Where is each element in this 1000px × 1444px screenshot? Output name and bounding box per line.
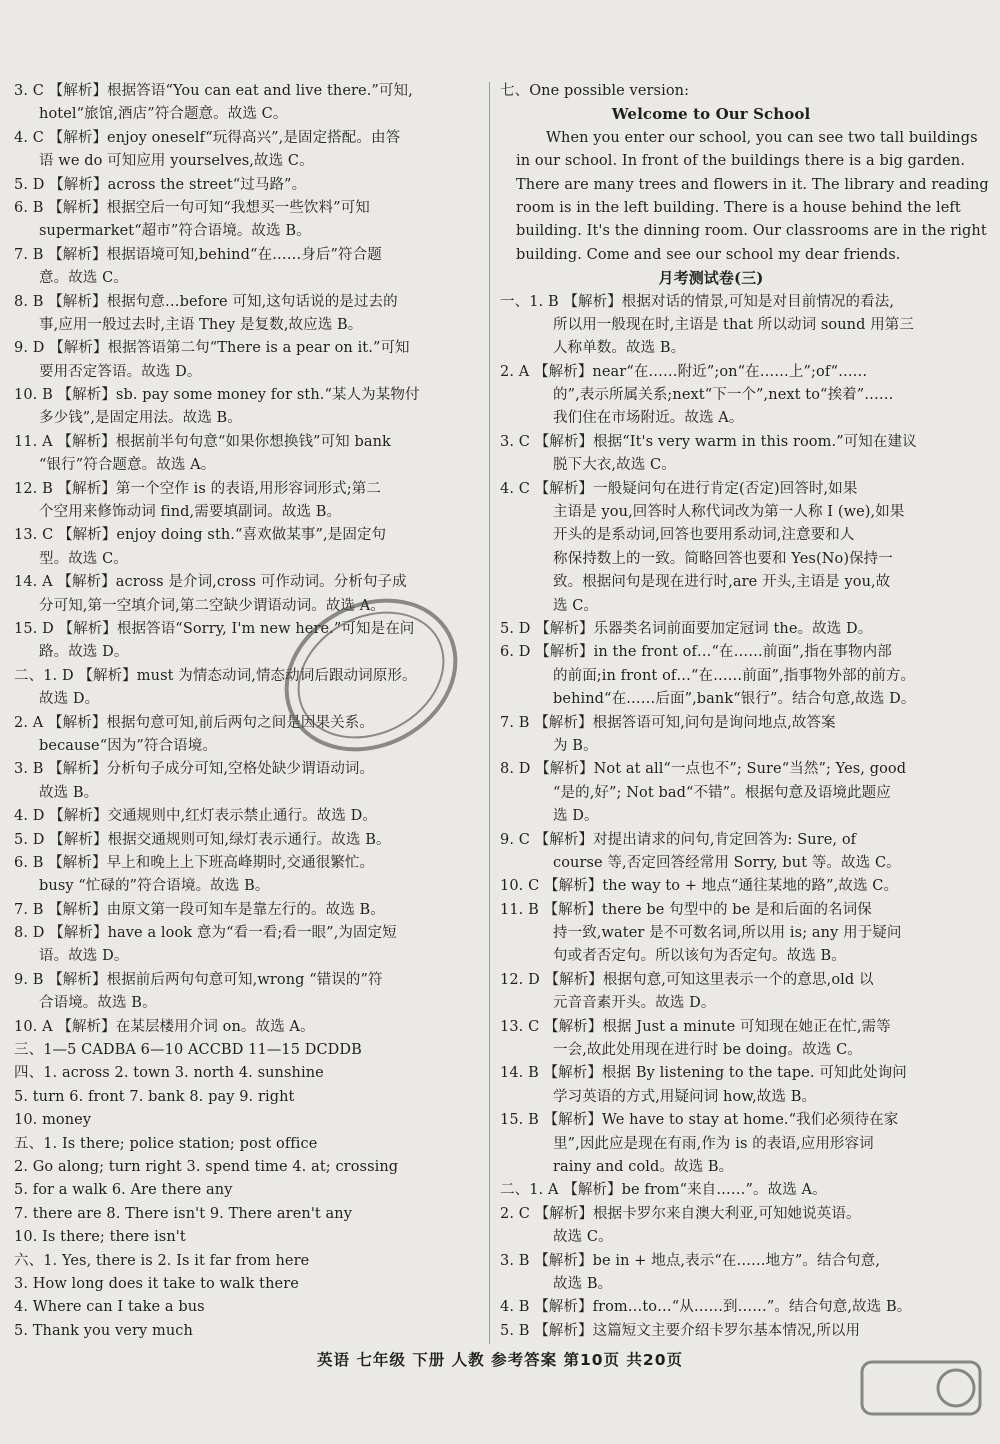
answer-line: 个空用来修饰动词 find,需要填副词。故选 B。 [39,504,342,521]
answer-line: 10. Is there; there isn't [14,1229,186,1246]
answer-line: 意。故选 C。 [39,270,128,287]
answer-line: because“因为”符合语境。 [39,737,217,754]
answer-line: 13. C 【解析】enjoy doing sth.“喜欢做某事”,是固定句 [14,527,387,544]
answer-line: 3. B 【解析】be in + 地点,表示“在……地方”。结合句意, [500,1252,881,1269]
answer-line: building. Come and see our school my dear friends. [516,246,901,263]
answer-line: 5. D 【解析】across the street“过马路”。 [14,176,307,193]
answer-line: 选 D。 [553,808,599,825]
answer-line: supermarket“超市”符合语境。故选 B。 [39,223,311,240]
answer-line: 8. B 【解析】根据句意…before 可知,这句话说的是过去的 [14,293,398,310]
answer-line: 10. B 【解析】sb. pay some money for sth.“某人为某物付 [14,387,420,404]
answer-line: 10. money [14,1112,92,1129]
answer-line: 故选 D。 [39,691,100,708]
answer-line: 3. How long does it take to walk there [14,1275,299,1292]
answer-line: 致。根据问句是现在进行时,are 开头,主语是 you,故 [553,574,891,591]
answer-line: 3. C 【解析】根据“It's very warm in this room.”可知在建议 [500,433,917,450]
answer-line: 4. Where can I take a bus [14,1299,205,1316]
answer-line: 11. A 【解析】根据前半句句意“如果你想换钱”可知 bank [14,433,391,450]
answer-line: 15. B 【解析】We have to stay at home.“我们必须待在家 [500,1112,899,1129]
answer-line: 7. B 【解析】根据语境可知,behind“在……身后”符合题 [14,246,382,263]
answer-line: 9. D 【解析】根据答语第二句“There is a pear on it.”可知 [14,340,410,357]
watermark-logo [856,1356,986,1438]
answer-line: rainy and cold。故选 B。 [553,1158,734,1175]
column-divider [489,82,490,1344]
answer-line: 2. Go along; turn right 3. spend time 4. at; crossing [14,1158,399,1175]
answer-line: 4. B 【解析】from…to…“从……到……”。结合句意,故选 B。 [500,1299,912,1316]
answer-line: 5. D 【解析】乐器类名词前面要加定冠词 the。故选 D。 [500,620,873,637]
answer-line: 句或者否定句。所以该句为否定句。故选 B。 [553,948,846,965]
answer-line: 元音音素开头。故选 D。 [553,995,716,1012]
answer-line: 型。故选 C。 [39,550,128,567]
answer-line: 脱下大衣,故选 C。 [553,457,676,474]
answer-line: 7. B 【解析】根据答语可知,问句是询问地点,故答案 [500,714,836,731]
answer-line: 2. C 【解析】根据卡罗尔来自澳大利亚,可知她说英语。 [500,1205,861,1222]
answer-line: 4. C 【解析】enjoy oneself“玩得高兴”,是固定搭配。由答 [14,129,401,146]
answer-line: 12. B 【解析】第一个空作 is 的表语,用形容词形式;第二 [14,480,381,497]
answer-line: 称保持数上的一致。简略回答也要和 Yes(No)保持一 [553,550,893,567]
answer-line: 13. C 【解析】根据 Just a minute 可知现在她正在忙,需等 [500,1018,891,1035]
answer-line: 多少钱”,是固定用法。故选 B。 [39,410,242,427]
answer-line: 人称单数。故选 B。 [553,340,686,357]
answer-line: 所以用一般现在时,主语是 that 所以动词 sound 用第三 [553,316,915,333]
answer-line: 15. D 【解析】根据答语“Sorry, I'm new here.”可知是在问 [14,620,415,637]
answer-line: behind“在……后面”,bank“银行”。结合句意,故选 D。 [553,691,916,708]
answer-line: 月考测试卷(三) [658,269,764,288]
answer-line: 5. D 【解析】根据交通规则可知,绿灯表示通行。故选 B。 [14,831,391,848]
answer-line: 五、1. Is there; police station; post office [14,1135,318,1152]
answer-line: “是的,好”; Not bad“不错”。根据句意及语境此题应 [553,784,891,801]
answer-line: 3. B 【解析】分析句子成分可知,空格处缺少谓语动词。 [14,761,375,778]
answer-line: 选 C。 [553,597,599,614]
answer-line: 合语境。故选 B。 [39,995,157,1012]
answer-line: 10. A 【解析】在某层楼用介词 on。故选 A。 [14,1018,315,1035]
answer-line: 故选 B。 [39,784,99,801]
answer-line: 5. for a walk 6. Are there any [14,1182,233,1199]
answer-line: building. It's the dinning room. Our classrooms are in the right [516,223,987,240]
answer-line: 2. A 【解析】near“在……附近”;on“在……上”;of“…… [500,363,868,380]
answer-line: 5. B 【解析】这篇短文主要介绍卡罗尔基本情况,所以用 [500,1322,861,1339]
answer-line: 7. there are 8. There isn't 9. There aren't any [14,1205,353,1222]
answer-line: 的”,表示所属关系;next“下一个”,next to“挨着”…… [553,387,894,404]
answer-line: 6. B 【解析】根据空后一句可知“我想买一些饮料”可知 [14,199,370,216]
answer-line: 七、One possible version: [500,83,690,99]
answer-line: 6. B 【解析】早上和晚上上下班高峰期时,交通很繁忙。 [14,854,375,871]
answer-line: 9. B 【解析】根据前后两句句意可知,wrong “错误的”符 [14,971,383,988]
answer-line: 三、1—5 CADBA 6—10 ACCBD 11—15 DCDDB [14,1042,362,1059]
answer-line: 一、1. B 【解析】根据对话的情景,可知是对目前情况的看法, [500,293,895,310]
answer-line: 二、1. A 【解析】be from“来自……”。故选 A。 [500,1182,827,1199]
answer-line: “银行”符合题意。故选 A。 [39,457,216,474]
answer-line: 二、1. D 【解析】must 为情态动词,情态动词后跟动词原形。 [14,667,417,684]
answer-line: 事,应用一般过去时,主语 They 是复数,故应选 B。 [39,316,363,333]
answer-line: 4. D 【解析】交通规则中,红灯表示禁止通行。故选 D。 [14,808,377,825]
answer-line: There are many trees and flowers in it. The library and reading [516,176,989,193]
answer-line: 故选 C。 [553,1229,613,1246]
answer-line: 分可知,第一空填介词,第二空缺少谓语动词。故选 A。 [39,597,385,614]
answer-line: 10. C 【解析】the way to + 地点“通往某地的路”,故选 C。 [500,878,899,895]
answer-line: Welcome to Our School [611,105,811,124]
answer-line: 开头的是系动词,回答也要用系动词,注意要和人 [553,527,855,544]
answer-line: 8. D 【解析】have a look 意为“看一看;看一眼”,为固定短 [14,925,397,942]
answer-line: 8. D 【解析】Not at all“一点也不”; Sure“当然”; Yes, good [500,761,907,778]
answer-line: busy “忙碌的”符合语境。故选 B。 [39,878,270,895]
answer-line: 2. A 【解析】根据句意可知,前后两句之间是因果关系。 [14,714,374,731]
answer-line: 7. B 【解析】由原文第一段可知车是靠左行的。故选 B。 [14,901,385,918]
answer-line: 11. B 【解析】there be 句型中的 be 是和后面的名词保 [500,901,872,918]
answer-line: 主语是 you,回答时人称代词改为第一人称 I (we),如果 [553,504,905,521]
answer-line: 持一致,water 是不可数名词,所以用 is; any 用于疑问 [553,925,902,942]
answer-line: 14. A 【解析】across 是介词,cross 可作动词。分析句子成 [14,574,407,591]
answer-line: 路。故选 D。 [39,644,129,661]
answer-line: course 等,否定回答经常用 Sorry, but 等。故选 C。 [553,854,901,871]
right-column [500,80,989,1343]
answer-line: 学习英语的方式,用疑问词 how,故选 B。 [553,1088,817,1105]
answer-line: When you enter our school, you can see two tall buildings [546,129,978,146]
answer-line: in our school. In front of the buildings there is a big garden. [516,153,966,170]
answer-line: 3. C 【解析】根据答语“You can eat and live there.”可知, [14,83,413,99]
answer-line: 一会,故此处用现在进行时 be doing。故选 C。 [553,1042,862,1059]
answer-line: 12. D 【解析】根据句意,可知这里表示一个的意思,old 以 [500,971,874,988]
answer-line: 四、1. across 2. town 3. north 4. sunshine [14,1065,324,1082]
answer-line: 六、1. Yes, there is 2. Is it far from here [14,1252,310,1269]
answer-line: 语。故选 D。 [39,948,129,965]
answer-line: 4. C 【解析】一般疑问句在进行肯定(否定)回答时,如果 [500,480,858,497]
answer-line: 语 we do 可知应用 yourselves,故选 C。 [39,153,314,170]
answer-line: 要用否定答语。故选 D。 [39,363,202,380]
answer-line: 5. Thank you very much [14,1322,193,1339]
answer-line: 6. D 【解析】in the front of…“在……前面”,指在事物内部 [500,644,892,661]
answer-line: room is in the left building. There is a house behind the left [516,199,961,216]
answer-line: 9. C 【解析】对提出请求的问句,肯定回答为: Sure, of [500,831,857,848]
answer-line: hotel“旅馆,酒店”符合题意。故选 C。 [39,106,288,123]
answer-line: 为 B。 [553,737,598,754]
answer-line: 故选 B。 [553,1275,613,1292]
page-footer: 英语 七年级 下册 人教 参考答案 第10页 共20页 [316,1351,684,1369]
answer-line: 的前面;in front of…“在……前面”,指事物外部的前方。 [553,667,916,684]
answer-line: 里”,因此应是现在有雨,作为 is 的表语,应用形容词 [553,1135,874,1152]
answer-line: 14. B 【解析】根据 By listening to the tape. 可知此处询问 [500,1065,907,1082]
answer-line: 我们住在市场附近。故选 A。 [553,410,744,427]
answer-line: 5. turn 6. front 7. bank 8. pay 9. right [14,1088,295,1105]
